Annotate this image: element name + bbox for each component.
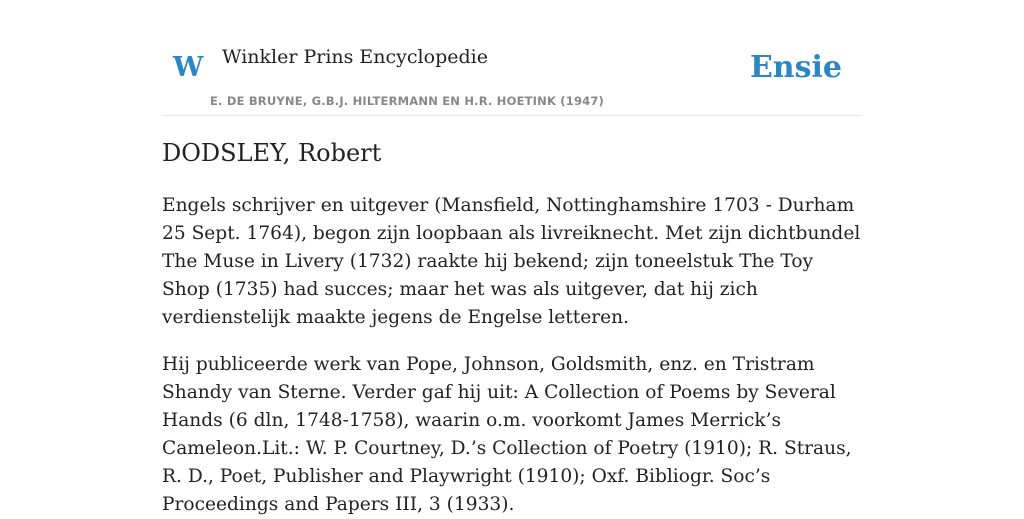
ensie-logo[interactable]: Ensie [749,50,842,85]
publication-authors: E. DE BRUYNE, G.B.J. HILTERMANN EN H.R. HOETINK (1947) [210,94,605,108]
publication-title[interactable]: Winkler Prins Encyclopedie [222,46,488,68]
encyclopedia-header [162,40,862,116]
entry-title: DODSLEY, Robert [162,139,382,167]
entry-paragraph-1: Engels schrijver en uitgever (Mansfield, Nottinghamshire 1703 - Durham 25 Sept. 1764), begon zijn loopbaan als livreiknecht. Met zijn dichtbundel The Muse in Livery (1732) raakte hij bekend; zijn toneelstuk The Toy Shop (1735) had succes; maar het was als uitgever, dat hij zich verdienstelijk maakte jegens de Engelse letteren. [162,195,861,328]
winkler-prins-logo[interactable]: W [173,52,204,83]
entry-paragraph-2: Hij publiceerde werk van Pope, Johnson, Goldsmith, enz. en Tristram Shandy van Sterne. Verder gaf hij uit: A Collection of Poems by Several Hands (6 dln, 1748-1758), waarin o.m. voorkomt James Merrick’s Cameleon.Lit.: W. P. Courtney, D.’s Collection of Poetry (1910); R. Straus, R. D., Poet, Publisher and Playwright (1910); Oxf. Bibliogr. Soc’s Proceedings and Papers III, 3 (1933). [162,354,852,515]
